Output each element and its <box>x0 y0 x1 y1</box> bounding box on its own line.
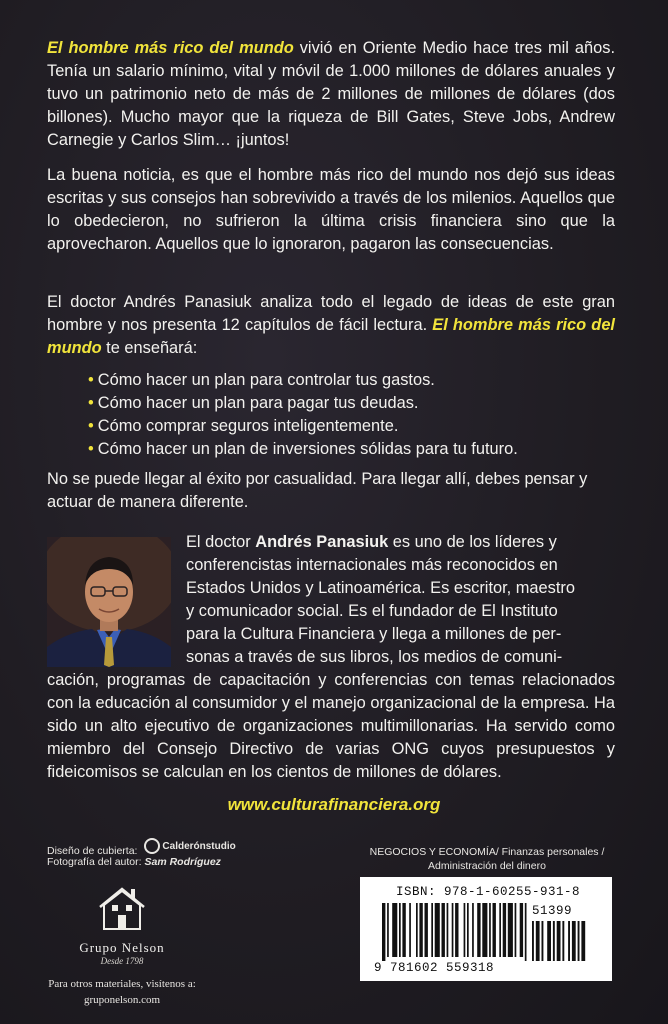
publisher-logo <box>62 885 182 966</box>
barcode-bar <box>452 903 454 957</box>
barcode-addon-bar <box>562 921 564 961</box>
barcode-addon-bar <box>581 921 585 961</box>
barcode-bar <box>520 903 523 957</box>
barcode-bar <box>447 903 449 957</box>
barcode-bar <box>467 903 469 957</box>
barcode-bar <box>515 903 517 957</box>
book-title-highlight: El hombre más rico del mundo <box>47 39 294 57</box>
barcode-bar <box>455 903 458 957</box>
barcode-number: 9 781602 559318 <box>374 961 495 975</box>
studio-logo: Calderónstudio <box>144 838 235 854</box>
barcode-bar <box>419 903 422 957</box>
barcode-bar <box>399 903 401 957</box>
website-link[interactable]: www.culturafinanciera.org <box>227 795 441 814</box>
bullet-icon: • <box>88 417 94 435</box>
barcode-addon-bar <box>542 921 544 961</box>
intro-text: vivió en Oriente Medio hace tres mil años. Tenía un salario mínimo, vital y móvil de 1.000 millones de dólares anuales y tuvo un patrimonio neto de más de 2 millones de millones de dólares (dos billones). Mucho mayor que la riqueza de Bill Gates, Steve Jobs, Andrew Carnegie y Carlos Slim… ¡juntos! <box>47 39 615 149</box>
house-logo-icon <box>98 885 146 931</box>
barcode-addon-bar <box>572 921 576 961</box>
publisher-website[interactable]: gruponelson.com <box>83 994 161 1006</box>
barcode-bar <box>525 903 527 961</box>
list-item: • Cómo comprar seguros inteligentemente. <box>88 417 399 435</box>
barcode-bar <box>416 903 418 957</box>
barcode-bar <box>382 903 385 961</box>
lessons-list <box>88 369 608 461</box>
intro-paragraph <box>47 37 615 152</box>
barcode-bar <box>431 903 433 957</box>
barcode-addon-bar <box>553 921 555 961</box>
isbn-text: ISBN: 978-1-60255-931-8 <box>396 885 581 899</box>
category-label: NEGOCIOS Y ECONOMÍA/ Finanzas personales / Administración del dinero <box>369 846 605 872</box>
author-bio-rest: cación, programas de capacitación y conferencias con temas relacionados con la educación al consumidor y el manejo organizacional de la empresa. Ha sido un alto ejecutivo de organizaciones multimillonarias. Ha servido como miembro del Consejo Directivo de varias ONG cuyos presupuestos y fideicomisos se calculan en los cientos de millones de dólares. <box>47 671 615 781</box>
barcode-addon-bar <box>557 921 561 961</box>
barcode-addon-bar <box>568 921 570 961</box>
barcode-addon-bar <box>547 921 551 961</box>
success-paragraph: No se puede llegar al éxito por casualidad. Para llegar allí, debes pensar y actuar de manera diferente. <box>47 470 588 511</box>
barcode-bar <box>387 903 389 957</box>
analysis-tail: te enseñará: <box>101 339 198 357</box>
bullet-icon: • <box>88 394 94 412</box>
bullet-icon: • <box>88 440 94 458</box>
barcode-addon-bar <box>536 921 540 961</box>
barcode-bar <box>508 903 513 957</box>
barcode-bar <box>402 903 405 957</box>
author-name: Andrés Panasiuk <box>255 533 389 551</box>
barcode-bar <box>489 903 491 957</box>
publisher-name: Grupo Nelson <box>79 940 165 955</box>
barcode-bar <box>499 903 501 957</box>
barcode-bar <box>435 903 440 957</box>
list-item: • Cómo hacer un plan de inversiones sólidas para tu futuro. <box>88 440 518 458</box>
publisher-since: Desde 1798 <box>100 956 144 966</box>
barcode-bar <box>442 903 445 957</box>
studio-ring-icon <box>144 838 160 854</box>
cover-design-credit: Diseño de cubierta: Calderónstudio <box>47 838 236 857</box>
good-news-paragraph: La buena noticia, es que el hombre más rico del mundo nos dejó sus ideas escritas y sus consejos han sobrevivido a través de los milenios. Aquellos que lo obedecieron, no sufrieron la última crisis financiera sino que la aprovecharon. Aquellos que lo ignoraron, pagaron las consecuencias. <box>47 166 615 253</box>
barcode-bar <box>493 903 496 957</box>
book-title-highlight-2: El hombre más rico del mundo <box>47 316 615 357</box>
barcode-bar <box>392 903 397 957</box>
analysis-text: El doctor Andrés Panasiuk analiza todo el legado de ideas de este gran hombre y nos presenta 12 capítulos de fácil lectura. <box>47 293 615 334</box>
author-portrait-icon <box>47 537 171 667</box>
photo-credit: Fotografía del autor: Sam Rodríguez <box>47 856 221 868</box>
analysis-paragraph <box>47 291 615 360</box>
barcode-bar <box>503 903 506 957</box>
list-item: • Cómo hacer un plan para pagar tus deudas. <box>88 394 419 412</box>
list-item: • Cómo hacer un plan para controlar tus gastos. <box>88 371 435 389</box>
barcode-box <box>360 877 612 981</box>
author-photo <box>47 537 171 667</box>
barcode-bar <box>482 903 487 957</box>
barcode-bar <box>409 903 411 957</box>
barcode-addon-bar <box>532 921 534 961</box>
more-materials: Para otros materiales, visítenos a: gruponelson.com <box>48 978 196 1006</box>
author-bio-top: El doctor Andrés Panasiuk es uno de los líderes y conferencistas internacionales más reconocidos en Estados Unidos y Latinoamérica. Es escritor, maestro y comunicador social. Es el fundador de El Instituto para la Cultura Financiera y llega a millones de per- sonas a través de sus libros, los medios de comuni- <box>186 533 575 666</box>
barcode-bar <box>472 903 474 957</box>
barcode-addon-number: 51399 <box>532 904 573 918</box>
bullet-icon: • <box>88 371 94 389</box>
barcode-bar <box>464 903 466 957</box>
barcode-bar <box>477 903 480 957</box>
barcode-bar <box>425 903 428 957</box>
barcode-addon-bar <box>578 921 580 961</box>
